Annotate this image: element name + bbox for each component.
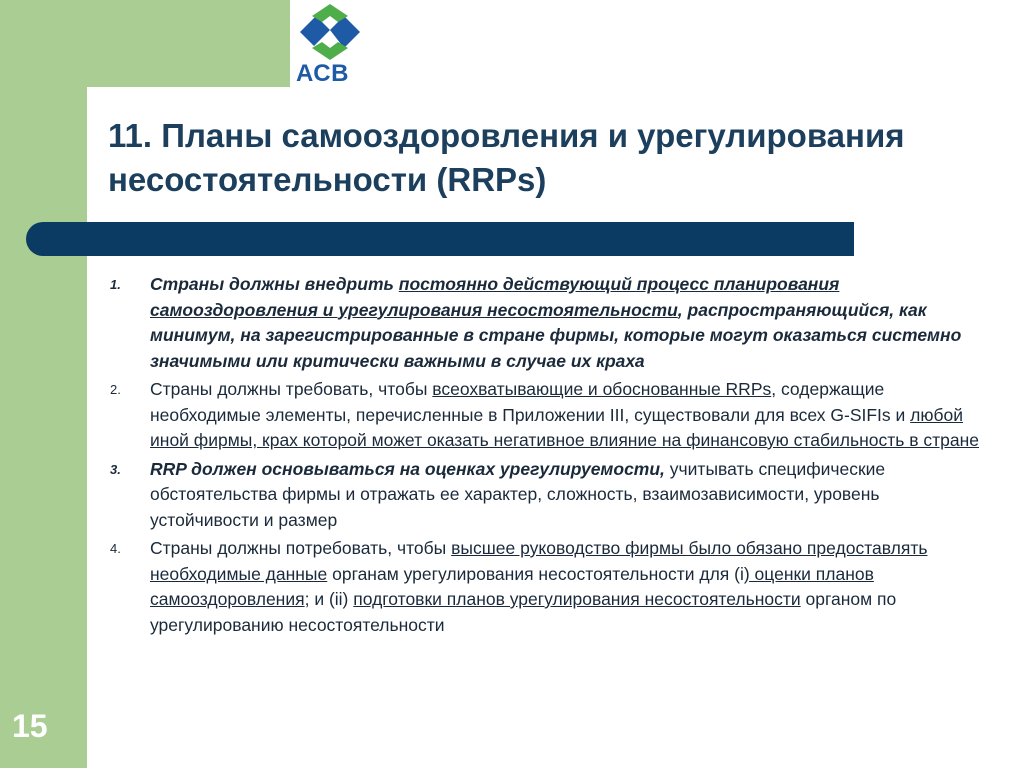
left-green-band	[0, 0, 87, 768]
item-text-emphasis: RRP должен основываться на оценках урегулируемости,	[150, 458, 665, 479]
logo-text: АСВ	[296, 60, 349, 87]
numbered-list	[110, 272, 990, 641]
slide-title: 11. Планы самооздоровления и урегулирования несостоятельности (RRPs)	[108, 117, 905, 198]
page-number: 15	[12, 708, 48, 744]
list-item-2	[110, 377, 990, 454]
item-text: органом по урегулированию несостоятельности	[150, 589, 897, 635]
list-item-1	[110, 272, 990, 374]
item-text: ; и (ii)	[304, 589, 354, 609]
item-text-underlined: всеохватывающие и обоснованные RRPs	[432, 379, 772, 399]
title-divider-bar	[26, 222, 854, 256]
item-text-underlined: подготовки планов урегулирования несостоятельности	[353, 589, 801, 609]
item-text-underlined: высшее руководство фирмы было обязано предоставлять необходимые данные	[150, 538, 928, 584]
item-text: , содержащие необходимые элементы, перечисленные в Приложении III, существовали для всех G-SIFIs и	[150, 379, 911, 425]
item-number: 1.	[110, 277, 121, 292]
item-text: Страны должны потребовать, чтобы	[150, 538, 452, 558]
top-green-band	[0, 0, 290, 87]
logo-emblem-icon	[292, 2, 368, 60]
item-text: , распространяющийся, как минимум, на зарегистрированные в стране фирмы, которые могут оказаться системно значимыми или критически важными в случае их краха	[150, 299, 962, 371]
item-text-underlined: ) оценки планов самооздоровления	[150, 563, 874, 609]
item-text-underlined: любой иной фирмы, крах которой может оказать негативное влияние на финансовую стабильность в стране	[150, 404, 980, 450]
item-text: учитывать специфические обстоятельства фирмы и отражать ее характер, сложность, взаимозависимости, уровень устойчивости и размер	[150, 458, 886, 530]
item-text: Страны должны внедрить	[150, 274, 399, 294]
item-number: 2.	[110, 382, 121, 397]
item-text-underlined: постоянно действующий процесс планирования самооздоровления и урегулирования несостоятельности	[150, 274, 840, 320]
item-number: 3.	[110, 461, 121, 477]
list-item-4	[110, 536, 990, 638]
item-text: органам урегулирования несостоятельности для (i	[327, 563, 744, 584]
asv-logo	[290, 0, 370, 87]
item-text: Страны должны требовать, чтобы	[150, 379, 433, 399]
list-item-3	[110, 457, 990, 534]
item-number: 4.	[110, 541, 121, 556]
